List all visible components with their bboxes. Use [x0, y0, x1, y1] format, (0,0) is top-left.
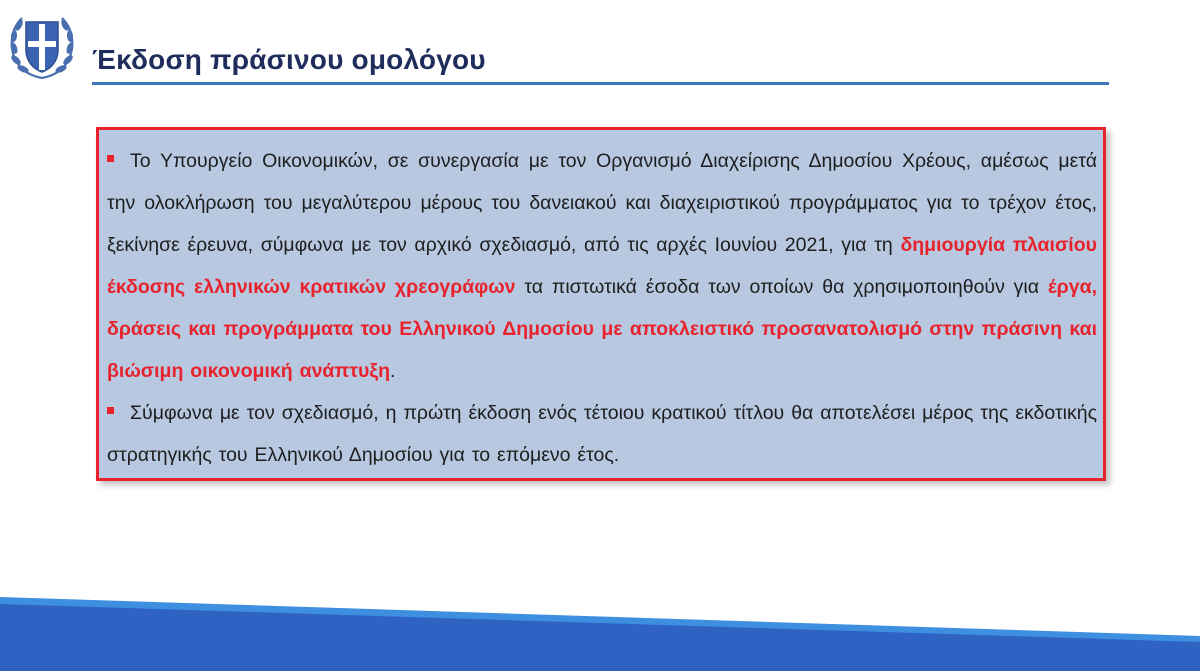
content-box — [96, 127, 1106, 481]
bullet1-highlight-1: δημιουργία πλαισίου έκδοσης ελληνικών κρατικών χρεογράφων — [107, 234, 1097, 298]
bullet1-text-part2: τα πιστωτικά έσοδα των οποίων θα χρησιμοποιηθούν για — [515, 276, 1048, 298]
coat-of-arms-logo — [4, 8, 80, 84]
title-underline — [92, 82, 1109, 85]
page-title: Έκδοση πράσινου ομολόγου — [92, 44, 486, 75]
bullet2-text: Σύμφωνα με τον σχεδιασμό, η πρώτη έκδοση ενός τέτοιου κρατικού τίτλου θα αποτελέσει μέρος της εκδοτικής στρατηγικής του Ελληνικού Δημοσίου για το επόμενο έτος. — [107, 402, 1097, 466]
bullet-paragraph-1 — [107, 140, 1097, 392]
bullet-marker — [107, 155, 114, 162]
bullet-paragraph-2 — [107, 392, 1097, 476]
bullet-marker — [107, 407, 114, 414]
bullet1-highlight-2: έργα, δράσεις και προγράμματα του Ελληνικού Δημοσίου με αποκλειστικό προσανατολισμό στην πράσινη και βιώσιμη οικονομική ανάπτυξη — [107, 276, 1097, 382]
bullet1-text-part1: Το Υπουργείο Οικονομικών, σε συνεργασία με τον Οργανισμό Διαχείρισης Δημοσίου Χρέους, αμέσως μετά την ολοκλήρωση του μεγαλύτερου μέρους του δανειακού και διαχειριστικού προγράμματος για το τρέχον έτος, ξεκίνησε έρευνα, σύμφωνα με τον αρχικό σχεδιασμό, από τις αρχές Ιουνίου 2021, για τη — [107, 150, 1097, 256]
bullet1-text-part3: . — [389, 360, 396, 382]
